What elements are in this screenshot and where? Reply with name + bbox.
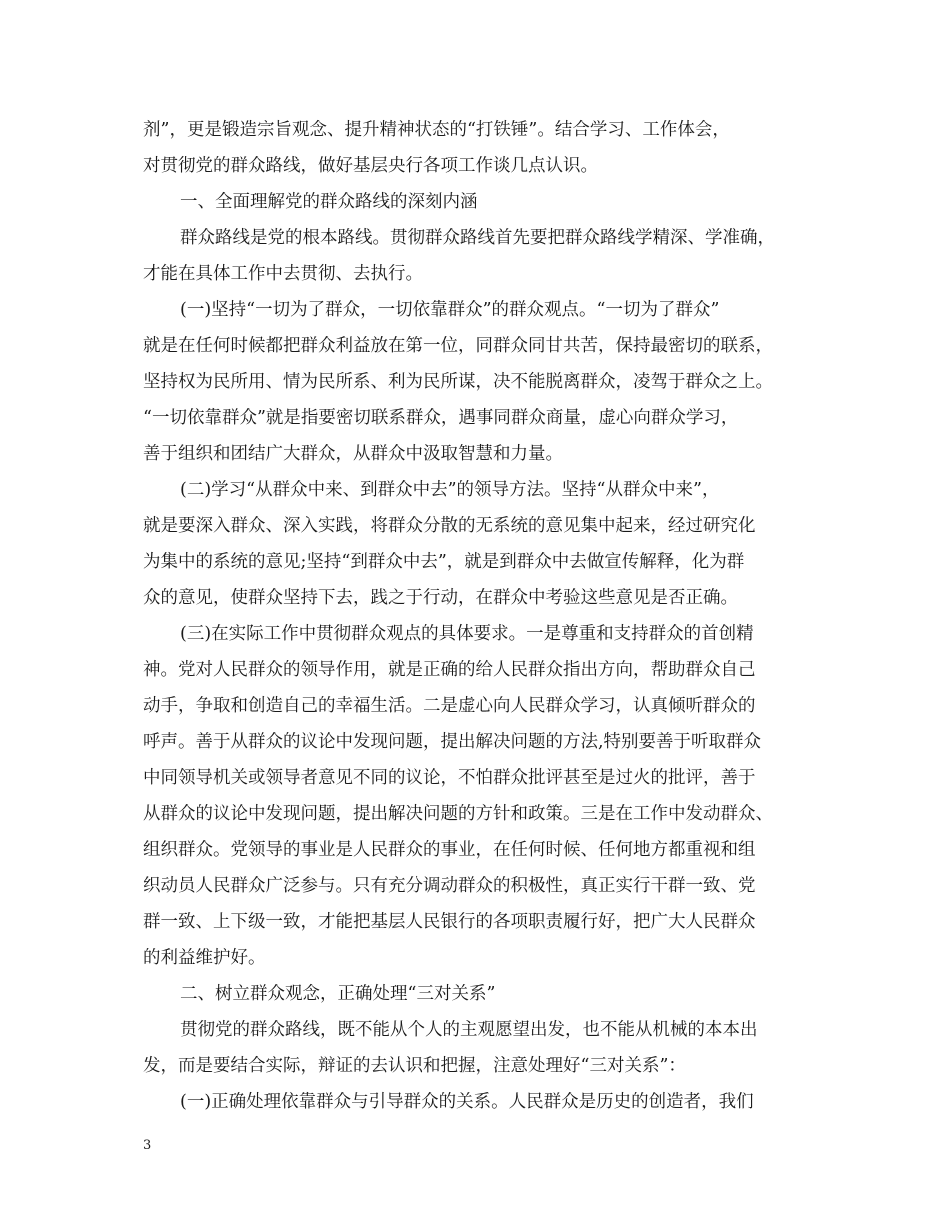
text-line: (三)在实际工作中贯彻群众观点的具体要求。一是尊重和支持群众的首创精: [180, 624, 754, 644]
text-line: 一、全面理解党的群众路线的深刻内涵: [180, 192, 478, 212]
text-line: (一)正确处理依靠群众与引导群众的关系。人民群众是历史的创造者，我们: [180, 1092, 754, 1112]
text-line: 二、树立群众观念，正确处理“三对关系”: [180, 984, 496, 1004]
text-line: 从群众的议论中发现问题，提出解决问题的方针和政策。三是在工作中发动群众、: [143, 804, 773, 824]
text-line: 动手，争取和创造自己的幸福生活。二是虚心向人民群众学习，认真倾听群众的: [143, 696, 756, 716]
text-line: 贯彻党的群众路线，既不能从个人的主观愿望出发，也不能从机械的本本出: [180, 1020, 758, 1040]
text-line: “一切依靠群众”就是指要密切联系群众，遇事同群众商量，虚心向群众学习，: [143, 408, 739, 428]
text-line: 神。党对人民群众的领导作用，就是正确的给人民群众指出方向，帮助群众自己: [143, 660, 756, 680]
text-line: 善于组织和团结广大群众，从群众中汲取智慧和力量。: [143, 444, 563, 464]
text-line: 剂”，更是锻造宗旨观念、提升精神状态的“打铁锤”。结合学习、工作体会，: [143, 120, 730, 140]
text-line: (一)坚持“一切为了群众，一切依靠群众”的群众观点。“一切为了群众”: [180, 300, 720, 320]
text-line: 坚持权为民所用、情为民所系、利为民所谋，决不能脱离群众，凌驾于群众之上。: [143, 372, 773, 392]
text-line: 就是要深入群众、深入实践，将群众分散的无系统的意见集中起来，经过研究化: [143, 516, 756, 536]
text-line: 中同领导机关或领导者意见不同的议论，不怕群众批评甚至是过火的批评，善于: [143, 768, 756, 788]
text-line: 呼声。善于从群众的议论中发现问题，提出解决问题的方法,特别要善于听取群众: [143, 732, 762, 752]
text-line: (二)学习“从群众中来、到群众中去”的领导方法。坚持“从群众中来”，: [180, 480, 720, 500]
text-line: 就是在任何时候都把群众利益放在第一位，同群众同甘共苦，保持最密切的联系，: [143, 336, 773, 356]
text-line: 才能在具体工作中去贯彻、去执行。: [143, 264, 423, 284]
text-line: 织动员人民群众广泛参与。只有充分调动群众的积极性，真正实行干群一致、党: [143, 876, 756, 896]
text-line: 众的意见，使群众坚持下去，践之于行动，在群众中考验这些意见是否正确。: [143, 588, 738, 608]
text-line: 群一致、上下级一致，才能把基层人民银行的各项职责履行好，把广大人民群众: [143, 912, 756, 932]
page-number: 3: [143, 1138, 152, 1153]
text-line: 对贯彻党的群众路线，做好基层央行各项工作谈几点认识。: [143, 156, 598, 176]
text-line: 群众路线是党的根本路线。贯彻群众路线首先要把群众路线学精深、学准确，: [180, 228, 775, 248]
text-line: 组织群众。党领导的事业是人民群众的事业，在任何时候、任何地方都重视和组: [143, 840, 756, 860]
text-line: 的利益维护好。: [143, 948, 266, 968]
text-line: 发，而是要结合实际，辩证的去认识和把握，注意处理好“三对关系”：: [143, 1056, 686, 1076]
text-line: 为集中的系统的意见;坚持“到群众中去”，就是到群众中去做宣传解释，化为群: [143, 552, 745, 572]
document-body: [143, 112, 833, 1120]
